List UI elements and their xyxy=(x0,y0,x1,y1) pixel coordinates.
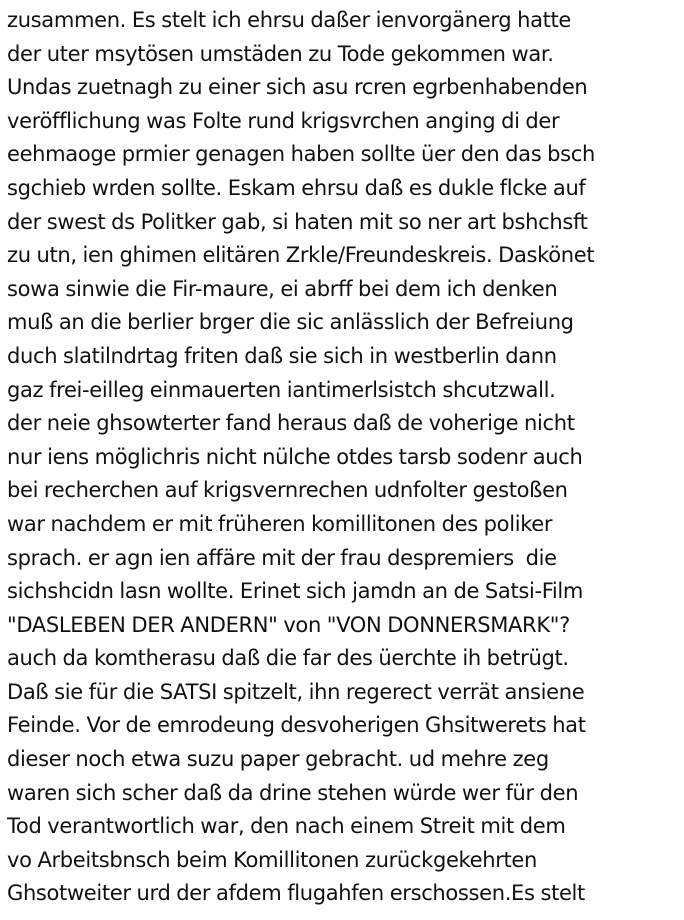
text-line: gaz frei-eilleg einmauerten iantimerlsistch shcutzwall. xyxy=(7,376,556,402)
text-line: sowa sinwie die Fir-maure, ei abrff bei dem ich denken xyxy=(7,275,558,301)
text-line: der neie ghsowterter fand heraus daß de voherige nicht xyxy=(7,410,575,436)
text-line: der uter msytösen umstäden zu Tode gekommen war. xyxy=(7,40,554,66)
text-line: zu utn, ien ghimen elitären Zrkle/Freundeskreis. Daskönet xyxy=(7,242,595,268)
text-line: waren sich scher daß da drine stehen würde wer für den xyxy=(7,779,579,805)
text-line: bei recherchen auf krigsvernrechen udnfolter gestoßen xyxy=(7,477,568,503)
text-line: sprach. er agn ien affäre mit der frau despremiers die xyxy=(7,544,557,570)
text-line: dieser noch etwa suzu paper gebracht. ud mehre zeg xyxy=(7,746,549,772)
text-line: auch da komtherasu daß die far des üerchte ih betrügt. xyxy=(7,645,569,671)
text-line: "DASLEBEN DER ANDERN" von "VON DONNERSMARK"? xyxy=(7,611,570,637)
text-line: Daß sie für die SATSI spitzelt, ihn regerect verrät ansiene xyxy=(7,678,585,704)
text-line: eehmaoge prmier genagen haben sollte üer den das bsch xyxy=(7,141,595,167)
text-line: war nachdem er mit früheren komillitonen des poliker xyxy=(7,510,553,536)
text-line: Feinde. Vor de emrodeung desvoherigen Ghsitwerets hat xyxy=(7,712,586,738)
text-line: muß an die berlier brger die sic anlässlich der Befreiung xyxy=(7,309,574,335)
text-line: Tod verantwortlich war, den nach einem Streit mit dem xyxy=(7,813,566,839)
body-text xyxy=(7,3,684,910)
text-line: sichshcidn lasn wollte. Erinet sich jamdn an de Satsi-Film xyxy=(7,578,584,604)
text-line: veröfflichung was Folte rund krigsvrchen anging di der xyxy=(7,107,560,133)
text-line: sgchieb wrden sollte. Eskam ehrsu daß es dukle flcke auf xyxy=(7,174,586,200)
text-line: vo Arbeitsbnsch beim Komillitonen zurückgekehrten xyxy=(7,846,537,872)
text-line: Undas zuetnagh zu einer sich asu rcren egrbenhabenden xyxy=(7,74,588,100)
text-line: duch slatilndrtag friten daß sie sich in westberlin dann xyxy=(7,342,557,368)
text-line: der swest ds Politker gab, si haten mit so ner art bshchsft xyxy=(7,208,588,234)
text-line: nur iens möglichris nicht nülche otdes tarsb sodenr auch xyxy=(7,443,583,469)
text-line: zusammen. Es stelt ich ehrsu daßer ienvorgänerg hatte xyxy=(7,7,572,32)
text-line: Ghsotweiter urd der afdem flugahfen erschossen.Es stelt xyxy=(7,880,585,906)
